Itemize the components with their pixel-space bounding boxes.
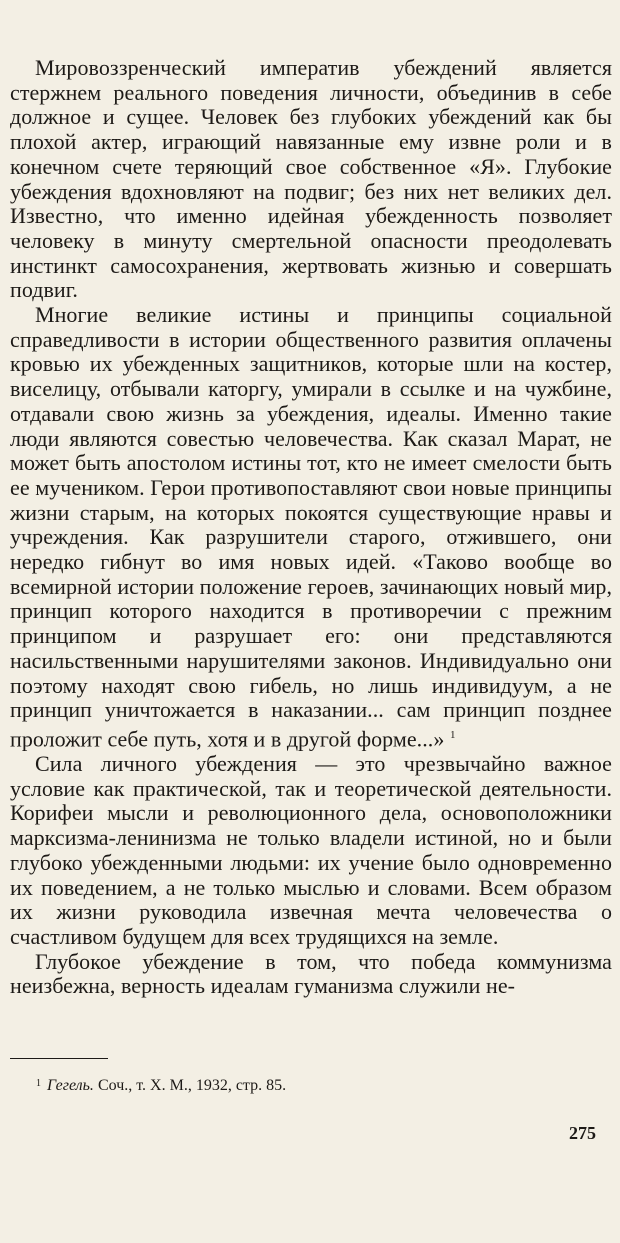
page-number: 275 [569,1123,596,1143]
paragraph-2-text: Многие великие истины и принципы социальной справедливости в истории общественного развития оплачены кровью их убежденных защитников, которые шли на костер, виселицу, отбывали каторгу, умирали в ссылке и на чужбине, отдавали свою жизнь за убеждения, идеалы. Именно такие люди являются совестью человечества. Как сказал Марат, не может быть апостолом истины тот, кто не имеет смелости быть ее мучеником. Герои противопоставляют свои новые принципы жизни старым, на которых покоятся существующие нравы и учреждения. Как разрушители старого, отжившего, они нередко гибнут во имя новых идей. «Таково вообще во всемирной истории положение героев, зачинающих новый мир, принцип которого находится в противоречии с прежним принципом и разрушает его: они представляются насильственными нарушителями законов. Индивидуально они поэтому находят свою гибель, но лишь индивидуум, а не принцип уничтожается в наказании... сам принцип позднее проложит себе путь, хотя и в другой форме...» [10,302,612,752]
footnote-author: Гегель. [47,1077,94,1094]
paragraph-1: Мировоззренческий императив убеждений является стержнем реального поведения личности, объединив в себе должное и сущее. Человек без глубоких убеждений как бы плохой актер, играющий навязанные ему извне роли и в конечном счете теряющий свое собственное «Я». Глубокие убеждения вдохновляют на подвиг; без них нет великих дел. Известно, что именно идейная убежденность позволяет человеку в минуту смертельной опасности преодолевать инстинкт самосохранения, жертвовать жизнью и совершать подвиг. [10,55,612,303]
footnote [36,1076,286,1096]
footnote-text: Соч., т. X. М., 1932, стр. 85. [97,1077,287,1094]
paragraph-3: Сила личного убеждения — это чрезвычайно важное условие как практической, так и теоретической деятельности. Корифеи мысли и революционного дела, основоположники марксизма-ленинизма не только владели истиной, но и были глубоко убежденными людьми: их учение было одновременно их поведением, а не только мыслью и словами. Всем образом их жизни руководила извечная мечта человечества о счастливом будущем для всех трудящихся на земле. [10,751,612,949]
footnote-reference: 1 [449,728,456,741]
footnote-marker: 1 [36,1078,41,1089]
footnote-divider [10,1058,108,1059]
paragraph-4: Глубокое убеждение в том, что победа коммунизма неизбежна, верность идеалам гуманизма служили не- [10,948,612,999]
paragraph-2 [10,303,612,752]
main-text [10,56,612,999]
